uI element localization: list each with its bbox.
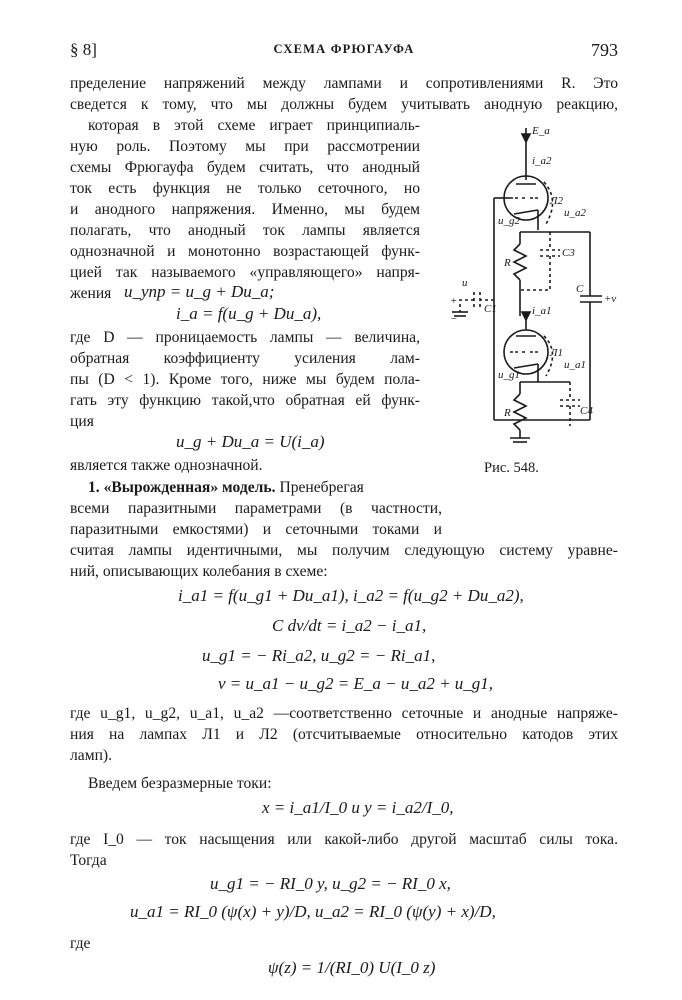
resistor-R-top: [514, 244, 526, 280]
subsection-heading: 1. «Вырожденная» модель.: [88, 479, 276, 496]
text-line-9: однозначной и монотонно возрастающей функ-: [70, 243, 420, 260]
text-line-5: схемы Фрюгауфа будем считать, что анодный: [70, 159, 420, 176]
label-ug1: u_g1: [498, 369, 520, 381]
text-line-17: является также однозначной.: [70, 457, 263, 474]
label-ua1: u_a1: [564, 359, 586, 371]
text-line-16: ция: [70, 413, 94, 430]
text-line-10: цией так называемого «управляющего» напря-: [70, 264, 420, 281]
section-number: § 8]: [70, 40, 97, 59]
text-line-18-rest: Пренебрегая: [279, 479, 364, 496]
label-ua2: u_a2: [564, 207, 586, 219]
label-R-top: R: [504, 257, 511, 269]
text-line-28: Тогда: [70, 852, 107, 869]
text-line-3: которая в этой схеме играет принципиаль-: [88, 117, 420, 134]
label-L2: Л2: [550, 195, 563, 207]
running-header: [70, 40, 618, 62]
system-equation-4: v = u_a1 − u_g2 = E_a − u_a2 + u_g1,: [218, 674, 494, 693]
label-C3: C3: [562, 247, 575, 259]
text-line-21: считая лампы идентичными, мы получим следующую систему уравне-: [70, 542, 618, 559]
text-line-1: пределение напряжений между лампами и сопротивлениями R. Это: [70, 75, 618, 92]
text-line-15: гать эту функцию такой,что обратная ей функ-: [70, 392, 420, 409]
text-line-2: сведется к тому, что мы должны будем учитывать анодную реакцию,: [70, 96, 618, 113]
label-ia2: i_a2: [532, 155, 552, 167]
text-line-24: ния на лампах Л1 и Л2 (отсчитываемые относительно катодов этих: [70, 726, 618, 743]
text-line-14: пы (D < 1). Кроме того, ниже мы будем пола-: [70, 371, 420, 388]
text-line-13: обратная коэффициенту усиления лам-: [70, 350, 420, 367]
text-line-8: полагать, что анодный ток лампы является: [70, 222, 420, 239]
circuit-diagram: [440, 120, 630, 450]
label-ia1: i_a1: [532, 305, 552, 317]
label-C4: C4: [580, 405, 593, 417]
text-line-18: [88, 478, 364, 498]
label-R-bottom: R: [504, 407, 511, 419]
equation-anode-current: i_a = f(u_g + Du_a),: [176, 304, 322, 323]
text-line-27: где I_0 — ток насыщения или какой-либо другой масштаб силы тока.: [70, 831, 618, 848]
current-arrow-ia2: [522, 134, 530, 142]
label-Ea: E_a: [532, 125, 550, 137]
figure-caption: Рис. 548.: [484, 460, 539, 476]
label-L1: Л1: [550, 347, 563, 359]
current-arrow-ia1: [522, 312, 530, 320]
label-C1: C1: [484, 303, 497, 315]
equation-dimensionless-currents: x = i_a1/I_0 и y = i_a2/I_0,: [262, 798, 454, 817]
text-line-6: ток есть функция не только сеточного, но: [70, 180, 420, 197]
text-line-29: где: [70, 935, 91, 952]
equation-anode-voltages: u_a1 = RI_0 (ψ(x) + y)/D, u_a2 = RI_0 (ψ(y) + x)/D,: [130, 902, 496, 921]
text-line-7: и анодного напряжения. Именно, мы будем: [70, 201, 420, 218]
capacitor-C3: [520, 232, 560, 290]
system-equation-1: i_a1 = f(u_g1 + Du_a1), i_a2 = f(u_g2 + Du_a2),: [178, 586, 524, 605]
text-line-12: где D — проницаемость лампы — величина,: [70, 329, 420, 346]
page-number: 793: [591, 40, 618, 60]
label-minus: −: [450, 313, 458, 325]
equation-inverse-function: u_g + Du_a = U(i_a): [176, 432, 325, 451]
equation-control-voltage: u_упр = u_g + Du_a;: [124, 282, 275, 301]
text-line-26: Введем безразмерные токи:: [88, 775, 272, 792]
resistor-R-bottom: [514, 394, 526, 430]
text-line-4: ную роль. Поэтому мы при рассмотрении: [70, 138, 420, 155]
text-line-19: всеми паразитными параметрами (в частности,: [70, 500, 442, 517]
text-line-22: ний, описывающих колебания в схеме:: [70, 563, 328, 580]
label-plus: +: [450, 295, 458, 307]
text-line-20: паразитными емкостями) и сеточными токами и: [70, 521, 442, 538]
tube-L2-cathode: [514, 210, 538, 214]
label-ug2: u_g2: [498, 215, 520, 227]
label-u: u: [462, 277, 468, 289]
text-line-23: где u_g1, u_g2, u_a1, u_a2 —соответственно сеточные и анодные напряже-: [70, 705, 618, 722]
running-title: СХЕМА ФРЮГАУФА: [273, 42, 415, 56]
label-v: +v: [604, 293, 617, 305]
equation-grid-voltages: u_g1 = − RI_0 y, u_g2 = − RI_0 x,: [210, 874, 451, 893]
text-line-25: ламп).: [70, 747, 113, 764]
text-line-11: жения: [70, 285, 112, 302]
system-equation-3: u_g1 = − Ri_a2, u_g2 = − Ri_a1,: [202, 646, 436, 665]
tube-L1-cathode: [514, 364, 538, 368]
equation-psi: ψ(z) = 1/(RI_0) U(I_0 z): [268, 958, 436, 977]
label-C: C: [576, 283, 584, 295]
system-equation-2: C dv/dt = i_a2 − i_a1,: [272, 616, 427, 635]
